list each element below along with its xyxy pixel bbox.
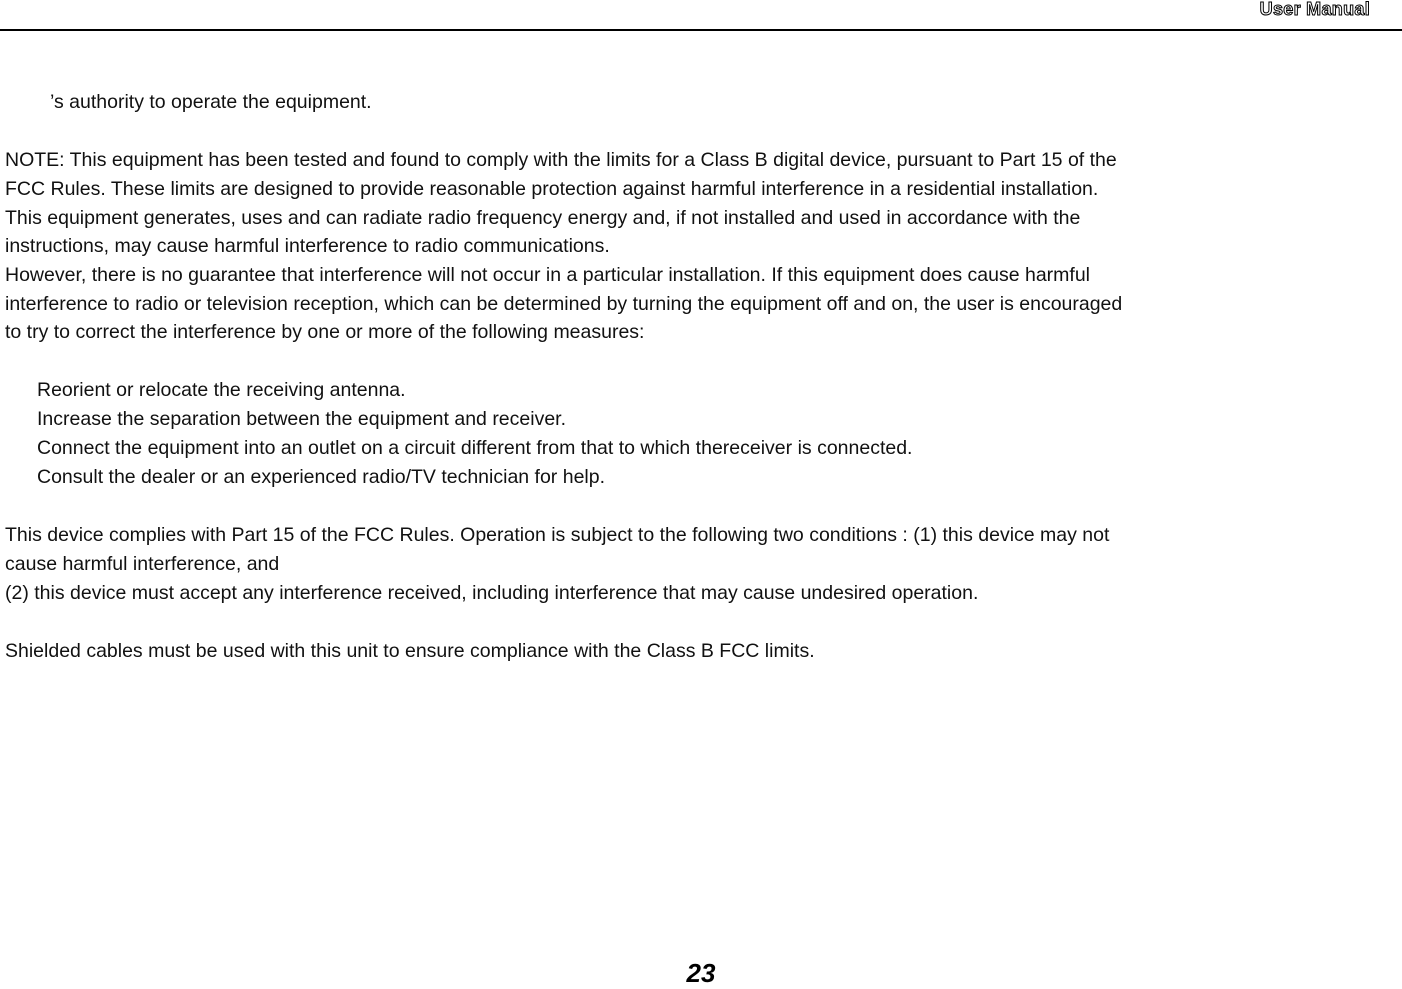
note-line: to try to correct the interference by one or more of the following measures: xyxy=(5,321,645,343)
list-item: Consult the dealer or an experienced radio/TV technician for help. xyxy=(37,466,606,488)
page-number: 23 xyxy=(686,958,716,988)
compliance-line: This device complies with Part 15 of the FCC Rules. Operation is subject to the following two conditions : (1) this device may not xyxy=(5,524,1110,546)
list-item: Reorient or relocate the receiving antenna. xyxy=(37,379,406,401)
shielded-cables-note: Shielded cables must be used with this unit to ensure compliance with the Class B FCC limits. xyxy=(5,640,815,662)
list-item: Increase the separation between the equipment and receiver. xyxy=(37,408,567,430)
note-line: This equipment generates, uses and can radiate radio frequency energy and, if not installed and used in accordance with the xyxy=(5,207,1081,229)
note-line: instructions, may cause harmful interference to radio communications. xyxy=(5,235,610,257)
note-line: NOTE: This equipment has been tested and found to comply with the limits for a Class B digital device, pursuant to Part 15 of the xyxy=(5,149,1117,171)
compliance-line: (2) this device must accept any interference received, including interference that may cause undesired operation. xyxy=(5,582,979,604)
note-line: interference to radio or television reception, which can be determined by turning the equipment off and on, the user is encouraged xyxy=(5,293,1123,315)
list-item: Connect the equipment into an outlet on a circuit different from that to which thereceiver is connected. xyxy=(37,437,913,459)
page-header xyxy=(0,0,1402,31)
note-line: FCC Rules. These limits are designed to provide reasonable protection against harmful interference in a residential installation. xyxy=(5,178,1099,200)
continuation-text: ’s authority to operate the equipment. xyxy=(50,91,372,113)
note-line: However, there is no guarantee that interference will not occur in a particular installation. If this equipment does cause harmful xyxy=(5,264,1091,286)
compliance-line: cause harmful interference, and xyxy=(5,553,280,575)
header-title: User Manual xyxy=(1259,0,1370,19)
